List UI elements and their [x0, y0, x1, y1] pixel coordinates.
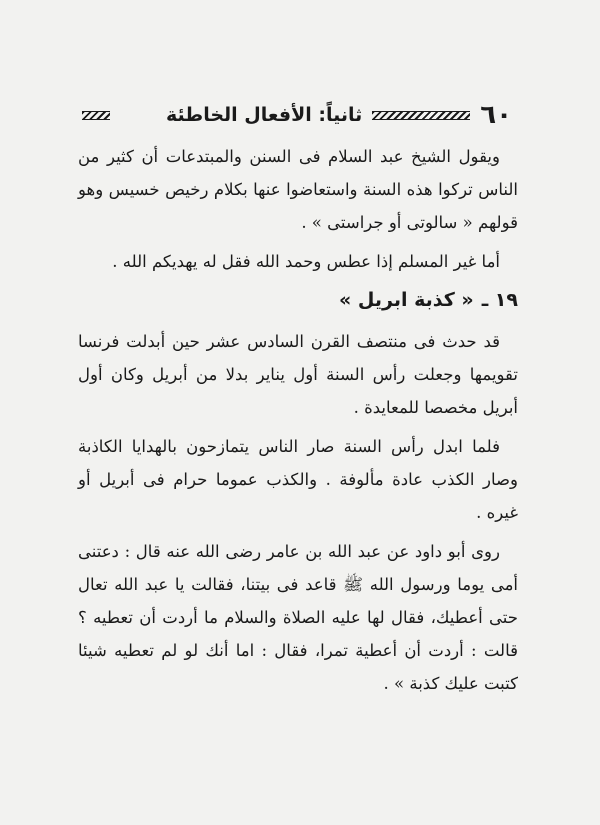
- paragraph: ويقول الشيخ عبد السلام فى السنن والمبتدعات أن كثير من الناس تركوا هذه السنة واستعاضوا عنها بكلام رخيص خسيس وهو قولهم « سالوتى أو جراستى » .: [78, 147, 518, 232]
- paragraph: فلما ابدل رأس السنة صار الناس يتمازحون بالهدايا الكاذبة وصار الكذب عادة مألوفة . والكذب عموما حرام فى أبريل أو غيره .: [78, 437, 518, 522]
- page-number: ٦٠: [480, 100, 512, 130]
- section-title: « كذبة ابريل »: [339, 289, 474, 311]
- paragraph: أما غير المسلم إذا عطس وحمد الله فقل له يهديكم الله .: [112, 252, 500, 271]
- section-number: ١٩ ـ: [481, 289, 518, 311]
- page-header: [82, 98, 512, 132]
- section-heading: [78, 284, 518, 317]
- paragraph: قد حدث فى منتصف القرن السادس عشر حين أبدلت فرنسا تقويمها وجعلت رأس السنة أول يناير بدلا من أبريل وكان أول أبريل مخصصا للمعايدة .: [78, 332, 518, 417]
- paragraph: روى أبو داود عن عبد الله بن عامر رضى الله عنه قال : دعتنى أمى يوما ورسول الله ﷺ قاعد فى بيتنا، فقالت يا عبد الله تعال حتى أعطيك، فقال لها عليه الصلاة والسلام ما أردت أن تعطيه ؟ قالت : أردت أن أعطية تمرا، فقال : اما أنك لو لم تعطيه شيئا كتبت عليك كذبة » .: [78, 542, 518, 693]
- page-body: [78, 140, 518, 706]
- header-rule-right: [372, 111, 470, 120]
- header-right-group: [166, 100, 512, 130]
- chapter-title: ثانياً: الأفعال الخاطئة: [166, 104, 363, 126]
- header-rule-left: [82, 111, 110, 120]
